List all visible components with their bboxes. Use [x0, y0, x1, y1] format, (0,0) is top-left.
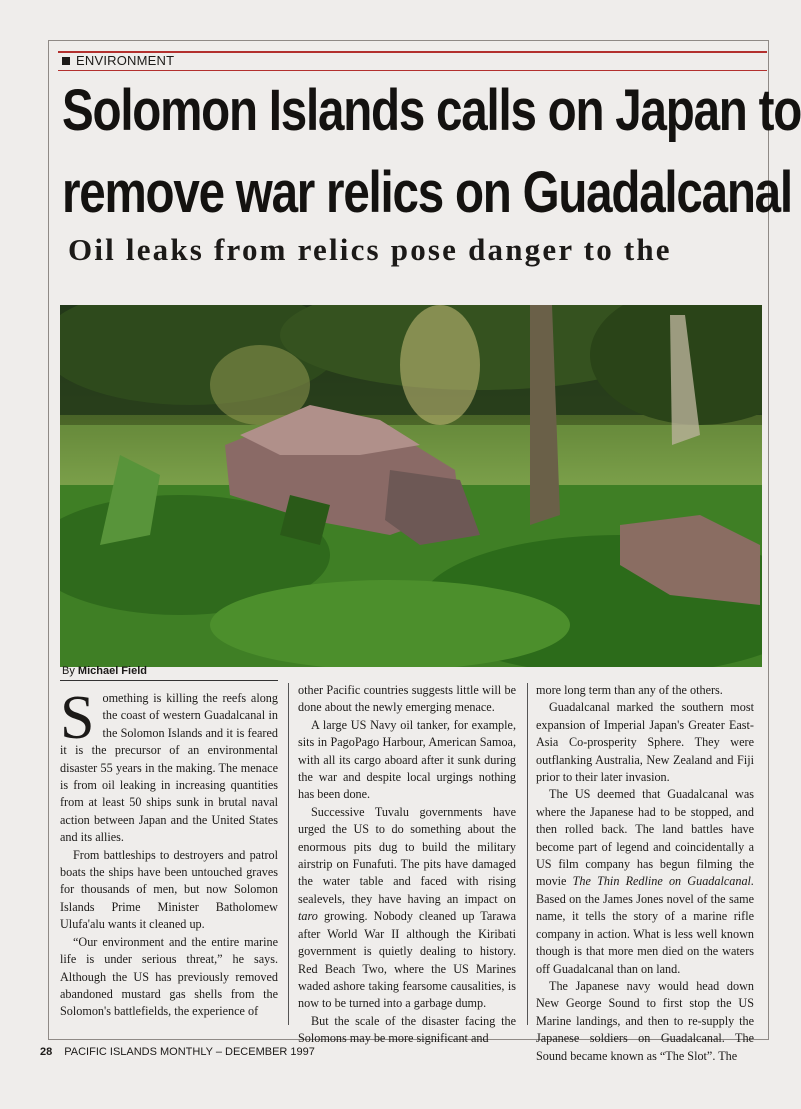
paragraph: Guadalcanal marked the southern most expansion of Imperial Japan's Greater East-Asia Co-prosperity Sphere. They were outflanking Australia, New Zealand and Fiji prior to their later invasion.: [536, 700, 754, 785]
page-footer: [40, 1046, 315, 1058]
paragraph-text: Successive Tuvalu governments have urged the US to do something about the enormous pits dug to build the military airstrip on Funafuti. The pits have damaged the water table and faced with rising sealevels, they have having an impact on: [298, 804, 516, 906]
publication-line: PACIFIC ISLANDS MONTHLY – DECEMBER 1997: [64, 1046, 315, 1058]
square-bullet-icon: [62, 57, 70, 65]
byline-rule: [60, 680, 278, 681]
byline: [62, 665, 147, 677]
jungle-wreck-image: [60, 305, 762, 667]
paragraph: more long term than any of the others.: [536, 683, 723, 697]
column-rule: [288, 683, 289, 1025]
paragraph: But the scale of the disaster facing the Solomons may be more significant and: [298, 1013, 516, 1046]
section-rule-bottom: [58, 70, 767, 71]
article-column-3: [536, 682, 754, 1065]
column-rule: [527, 683, 528, 1025]
section-label: [62, 53, 174, 68]
subheadline: Oil leaks from relics pose danger to the: [68, 232, 672, 267]
page-number: 28: [40, 1046, 53, 1058]
byline-author: Michael Field: [77, 665, 147, 677]
article-column-2: [298, 682, 516, 1048]
paragraph: [536, 786, 754, 977]
film-title: The Thin Redline on Guadalcanal.: [572, 874, 754, 889]
paragraph: The Japanese navy would head down New George Sound to first stop the US Marine landings, and then to re-supply the Japanese soldiers on Guadalcanal. The Sound became known as “The Slot”. The: [536, 978, 754, 1063]
paragraph: “Our environment and the entire marine life is under serious threat,” he says. Although the US has previously removed abandoned mustard gas shells from the Solomon's battlefields, the experience of: [60, 934, 278, 1019]
paragraph: [298, 804, 516, 1013]
paragraph: [60, 684, 278, 847]
section-label-text: ENVIRONMENT: [76, 53, 175, 68]
article-photo: [60, 305, 762, 667]
paragraph: A large US Navy oil tanker, for example, sits in PagoPago Harbour, American Samoa, with all its cargo aboard after it sunk during the war and despite local urgings nothing has been done.: [298, 717, 516, 802]
headline-line-1: Solomon Islands calls on Japan to: [62, 78, 801, 143]
paragraph: other Pacific countries suggests little will be done about the newly emerging menace.: [298, 683, 516, 715]
paragraph-text: growing. Nobody cleaned up Tarawa after World War II although the Kiribati government is quietly dealing to history. Red Beach Two, where the US Marines waded ashore taking fearsome causalities, is now to be turned into a garbage dump.: [298, 909, 516, 1011]
article-column-1: [60, 684, 278, 1021]
paragraph-text: The US deemed that Guadalcanal was where the Japanese had to be stopped, and then rolled back. The land battles have become part of legend and coincidentally a US film company has begun filming the movie: [536, 787, 754, 889]
byline-prefix: By: [62, 665, 75, 677]
drop-cap: S: [60, 684, 95, 752]
italic-term: taro: [298, 909, 318, 924]
paragraph-text: omething is killing the reefs along the coast of western Guadalcanal in the Solomon Islands and it is feared it is the precursor of an environmental disaster 55 years in the making. The menace is from oil leaking in increasing quantities from at least 50 ships sunk in brutal naval action between Japan and the United States and its allies.: [60, 691, 278, 845]
paragraph: From battleships to destroyers and patrol boats the ships have been untouched graves for thousands of men, but now Solomon Islands Prime Minister Batholomew Ulufa'alu wants it cleaned up.: [60, 847, 278, 932]
paragraph-text: Based on the James Jones novel of the same name, it tells the story of a marine rifle company in action. What is less well known though is that more men died on the waters off Guadalcanal than on land.: [536, 891, 754, 976]
headline-line-2: remove war relics on Guadalcanal: [62, 160, 792, 225]
